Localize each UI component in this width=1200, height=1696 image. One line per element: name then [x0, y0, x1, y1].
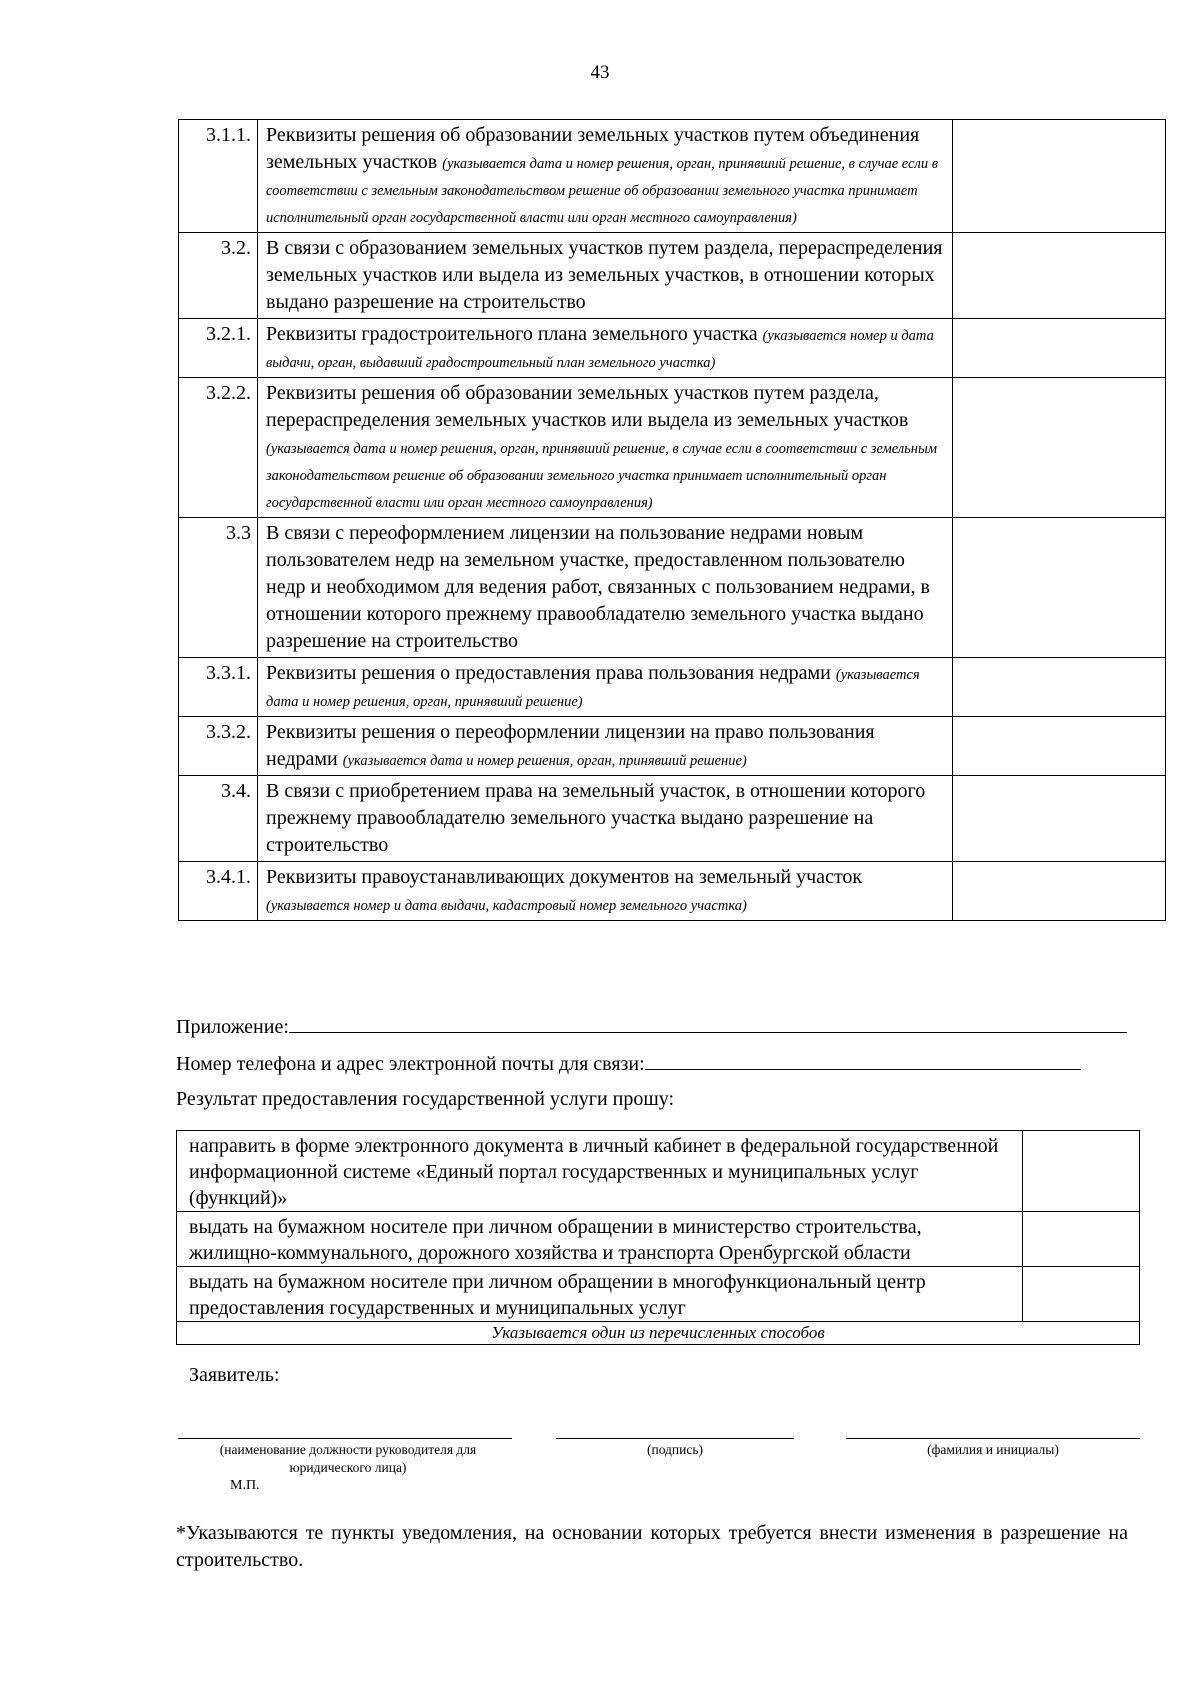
item-description [258, 233, 953, 319]
result-option-text: выдать на бумажном носителе при личном обращении в министерство строительства, жилищно-коммунального, дорожного хозяйства и транспорта Оренбургской области [177, 1212, 1023, 1267]
item-text: Реквизиты решения о переоформлении лицензии на право пользования недрами [266, 721, 875, 770]
name-caption: (фамилия и инициалы) [927, 1442, 1059, 1457]
item-description [258, 776, 953, 862]
item-description [258, 658, 953, 717]
item-hint: (указывается дата и номер решения, орган, принявший решение, в случае если в соответствии с земельным законодательством решение об образовании земельного участка принимает исполнительный орган государственной власти или орган местного самоуправления) [266, 156, 938, 226]
item-text: Реквизиты градостроительного плана земельного участка [266, 323, 758, 345]
result-option-text: направить в форме электронного документа в личный кабинет в федеральной государственной информационной системе «Единый портал государственных и муниципальных услуг (функций)» [177, 1131, 1023, 1212]
attachment-label: Приложение: [176, 1016, 289, 1038]
signature-line[interactable] [556, 1438, 794, 1439]
item-text: В связи с переоформлением лицензии на пользование недрами новым пользователем недр на земельном участке, предоставленном пользователю недр и необходимом для ведения работ, связанных с пользованием недрами, в отношении которого прежнему правообладателю земельного участка выдано разрешение на строительство [266, 522, 930, 652]
page-number: 43 [590, 62, 610, 83]
item-text: В связи с приобретением права на земельный участок, в отношении которого прежнему правообладателю земельного участка выдано разрешение на строительство [266, 780, 926, 856]
item-value-cell[interactable] [953, 862, 1166, 921]
item-hint: (указывается дата и номер решения, орган, принявший решение, в случае если в соответствии с земельным законодательством решение об образовании земельного участка принимает исполнительный орган государственной власти или орган местного самоуправления) [266, 441, 938, 511]
footnote: *Указываются те пункты уведомления, на основании которых требуется внести изменения в разрешение на строительство. [176, 1522, 1128, 1571]
item-description [258, 518, 953, 658]
result-note-row [177, 1322, 1140, 1345]
item-hint: (указывается дата и номер решения, орган, принявший решение) [342, 753, 747, 769]
item-value-cell[interactable] [953, 319, 1166, 378]
result-option-checkbox[interactable] [1023, 1267, 1140, 1322]
table-row [179, 658, 1166, 717]
table-row [179, 717, 1166, 776]
item-value-cell[interactable] [953, 658, 1166, 717]
item-value-cell[interactable] [953, 120, 1166, 233]
item-number: 3.2. [179, 233, 258, 319]
item-text: Реквизиты правоустанавливающих документов на земельный участок [266, 866, 863, 888]
signature-caption: (подпись) [646, 1442, 704, 1457]
result-option-checkbox[interactable] [1023, 1212, 1140, 1267]
contact-field [176, 1049, 1081, 1077]
result-option-row [177, 1131, 1140, 1212]
item-hint: (указывается номер и дата выдачи, орган, выдавший градостроительный план земельного участка) [266, 328, 934, 371]
item-value-cell[interactable] [953, 233, 1166, 319]
item-text: Реквизиты решения о предоставления права пользования недрами [266, 662, 831, 684]
result-note: Указывается один из перечисленных способов [177, 1322, 1140, 1345]
item-value-cell[interactable] [953, 518, 1166, 658]
item-description [258, 378, 953, 518]
table-row [179, 120, 1166, 233]
result-option-text: выдать на бумажном носителе при личном обращении в многофункциональный центр предоставления государственных и муниципальных услуг [177, 1267, 1023, 1322]
result-option-row [177, 1267, 1140, 1322]
result-label: Результат предоставления государственной услуги прошу: [176, 1088, 675, 1110]
item-number: 3.3 [179, 518, 258, 658]
table-row [179, 776, 1166, 862]
attachment-field [176, 1012, 1127, 1040]
item-hint: (указывается дата и номер решения, орган, принявший решение) [266, 667, 920, 710]
result-option-checkbox[interactable] [1023, 1131, 1140, 1212]
table-row [179, 378, 1166, 518]
item-number: 3.4.1. [179, 862, 258, 921]
item-number: 3.3.1. [179, 658, 258, 717]
item-text: Реквизиты решения об образовании земельных участков путем объединения земельных участков [266, 124, 920, 173]
table-row [179, 319, 1166, 378]
item-number: 3.2.1. [179, 319, 258, 378]
contact-input-line[interactable] [645, 1049, 1081, 1070]
contact-label: Номер телефона и адрес электронной почты для связи: [176, 1053, 645, 1075]
result-option-row [177, 1212, 1140, 1267]
notification-items-table [178, 119, 1166, 921]
result-options-table [176, 1130, 1140, 1345]
position-signature-line[interactable] [178, 1438, 512, 1439]
name-signature-line[interactable] [846, 1438, 1140, 1439]
stamp-mark: М.П. [230, 1478, 260, 1493]
item-number: 3.4. [179, 776, 258, 862]
item-value-cell[interactable] [953, 776, 1166, 862]
table-row [179, 518, 1166, 658]
attachment-input-line[interactable] [289, 1012, 1127, 1033]
item-number: 3.2.2. [179, 378, 258, 518]
table-row [179, 862, 1166, 921]
item-description [258, 120, 953, 233]
item-description [258, 319, 953, 378]
item-description [258, 862, 953, 921]
item-number: 3.1.1. [179, 120, 258, 233]
item-value-cell[interactable] [953, 378, 1166, 518]
table-row [179, 233, 1166, 319]
item-text: Реквизиты решения об образовании земельных участков путем раздела, перераспределения земельных участков или выдела из земельных участков [266, 382, 909, 431]
item-description [258, 717, 953, 776]
item-text: В связи с образованием земельных участков путем раздела, перераспределения земельных участков или выдела из земельных участков, в отношении которых выдано разрешение на строительство [266, 237, 943, 313]
item-hint: (указывается номер и дата выдачи, кадастровый номер земельного участка) [266, 898, 747, 914]
applicant-label: Заявитель: [189, 1364, 280, 1386]
item-value-cell[interactable] [953, 717, 1166, 776]
position-caption: (наименование должности руководителя для юридического лица) [219, 1442, 477, 1475]
item-number: 3.3.2. [179, 717, 258, 776]
